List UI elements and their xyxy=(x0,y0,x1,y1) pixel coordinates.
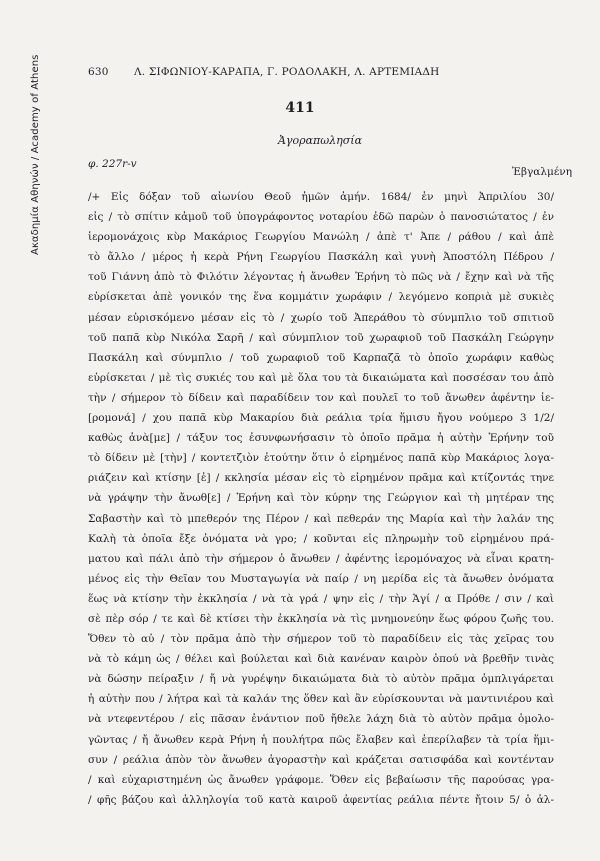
text-line: τὸ δίδειν μὲ [τὴν] / κοντετζιὸν ἐτούτην ὅτιν ὁ εἰρημένος παπᾶ κὺρ Μακάριος λογα- xyxy=(88,452,554,465)
text-line: [ρομονά] / χου παπᾶ κὺρ Μακαρίου διὰ ρεάλια τρία ἥμισυ ἤγου νούμερο 3 1/2/ xyxy=(88,412,554,425)
text-line: / φῆς βάζου καὶ ἀλληλογία τοῦ κατὰ καιροῦ ἀφεντίας ρεάλια πέντε ἤτοιν 5/ ὁ ἀλ- xyxy=(88,793,554,806)
text-line: ἡ αὐτὴν που / λήτρα καὶ τὰ καλάν της ὅθεν καὶ ἂν εὑρίσκουνται νὰ μαντινιέρου καὶ xyxy=(88,693,554,706)
document-body xyxy=(88,187,554,810)
text-line: ματου καὶ πάλι ἀπὸ τὴν σήμερον ὁ ἄνωθεν / ἀφέντης ἱερομόναχος νὰ εἶναι κρατη- xyxy=(88,552,554,565)
text-line: τὴν / σήμερον τὸ δίδειν καὶ παραδίδειν τον καὶ πουλεῖ το τοῦ ἄνωθεν ἀφέντην ἱε- xyxy=(88,391,554,404)
text-line: /+ Εἰς δόξαν τοῦ αἰωνίου Θεοῦ ἡμῶν ἀμήν. 1684/ ἐν μηνὶ Ἀπριλίου 30/ xyxy=(88,191,554,203)
text-line: γῶντας / ἤ ἄνωθεν κερὰ Ρήνη ἡ πουλήτρα πῶς ἔλαβεν καὶ ἐπερίλαβεν τὰ τρία ἥμι- xyxy=(88,733,554,746)
text-line: τὸ ἄλλο / μέρος ἡ κερὰ Ρήνη Γεωργίου Πασκάλη καὶ γυνὴ Ἀποστόλη Πέδρου / xyxy=(88,251,554,264)
text-line: Καλὴ τὰ ὁποῖα ἔξε ὀνόματα νὰ γρο; / κοῦνται εἰς πληρωμὴν τοῦ εἰρημένου πρά- xyxy=(88,532,554,545)
sidebar-watermark: Ακαδημία Αθηνών / Academy of Athens xyxy=(30,54,41,255)
document-title: Ἀγοραπωλησία xyxy=(277,134,363,147)
text-line: τοῦ παπᾶ κὺρ Νικόλα Σαρῆ / καὶ σύνμπλιον τοῦ χωραφιοῦ τοῦ Πασκάλη Γεώργην xyxy=(88,331,554,344)
page-number: 630 xyxy=(88,66,109,78)
text-line: τοῦ Γιάννη ἀπὸ τὸ Φιλότιν λέγοντας ἡ ἄνωθεν Ἐρήνη τὸ πῶς νὰ / ἔχην καὶ νὰ τῆς xyxy=(88,271,554,284)
text-line: Πασκάλη καὶ σύνμπλιο / τοῦ χωραφιοῦ τοῦ Καρπαζᾶ τὸ ὁποῖο χωράφιν καθὼς xyxy=(88,351,554,364)
text-line: ριάζειν καὶ κτίσην [ἐ] / κκλησία μέσαν εἰς τὸ εἰρημένον πρᾶμα καὶ κτίζοντάς τηνε xyxy=(88,472,554,485)
text-line: καθὼς ἀνὰ[με] / τάξυν τος ἐσυνφωνήσασιν τὸ ὁποῖο πρᾶμα ἡ αὐτὴν Ἐρήνην τοῦ xyxy=(88,432,554,445)
text-line: νὰ ντεφεντέρου / εἰς πᾶσαν ἐνάντιον ποῦ ἤθελε λάχη διὰ τὸ αὐτὸν πρᾶμα ὁμολο- xyxy=(88,713,554,726)
text-line: νὰ τὸ κάμη ὡς / θέλει καὶ βούλεται καὶ διὰ κανέναν καιρὸν ὁπού νὰ βρεθῆν τινὰς xyxy=(88,653,554,666)
text-line: εἰς / τὸ σπίτιν κἀμοῦ τοῦ ὑπογράφοντος νοταρίου ἐδῶ παρὼν ὁ πανοσιώτατος / ἐν xyxy=(88,211,554,224)
folio-reference: φ. 227r-v xyxy=(88,158,137,170)
text-line: ἱερομονάχοις κὺρ Μακάριος Γεωργίου Μανώλη / ἀπὲ τ' Ἀπε / ράθου / καὶ ἀπὲ xyxy=(88,231,554,244)
text-line: Σαβαστὴν καὶ τὸ μπεθερόν της Πέρον / καὶ πεθεράν της Μαρία καὶ τὴν λαλάν της xyxy=(88,512,554,525)
text-line: ἕως νὰ κτίσην τὴν ἐκκλησία / νὰ τὰ γρά / ψην εἰς / τὴν Ἁγί / α Πρόθε / σιν / καὶ xyxy=(88,592,554,605)
text-line: εὑρίσκεται / μὲ τὶς συκιές του καὶ μὲ ὅλα του τὰ δικαιώματα καὶ ποσσέσαν του ἀπὸ xyxy=(88,371,554,384)
text-line: νὰ δώσην πείραξιν / ἤ νὰ γυρέψην δικαιώματα διὰ τὸ αὐτὸν πρᾶμα ὀμπλιγάρεται xyxy=(88,673,554,686)
running-title: Λ. ΣΙΦΩΝΙΟΥ-ΚΑΡΑΠΑ, Γ. ΡΟΔΟΛΑΚΗ, Λ. ΑΡΤΕΜΙΑΔΗ xyxy=(134,66,440,78)
text-line: μέσαν εὑρισκόμενο μέσαν εἰς τὸ / χωρίο τοῦ Ἀπεράθου τὸ σύνμπλιο τοῦ σπιτιοῦ xyxy=(88,311,554,324)
text-line: μένος εἰς τὴν Θεῖαν του Μυσταγωγία νὰ παίρ / νη μερίδα εἰς τὰ ἄνωθεν ὀνόματα xyxy=(88,572,554,585)
page-header xyxy=(88,66,558,82)
text-line: Ὅθεν τὸ αὐ / τὸν πρᾶμα ἀπὸ τὴν σήμερον τοῦ τὸ παραδίδειν εἰς τὰς χεῖρας του xyxy=(88,633,554,646)
text-line: νὰ γράψην τὴν ἄνωθ[ε] / Ἐρήνη καὶ τὸν κύρην της Γεώργιον καὶ τὴ μητέραν της xyxy=(88,492,554,505)
document-number: 411 xyxy=(285,100,315,116)
document-subject: Ἐβγαλμένη xyxy=(512,166,572,178)
text-line: / καὶ εὐχαριστημένη ὡς ἄνωθεν γράφομε. Ὅθεν εἰς βεβαίωσιν τῆς παρούσας γρα- xyxy=(88,773,554,786)
text-line: σὲ πὲρ σόρ / τε καὶ δὲ κτίσει τὴν ἐκκλησία νὰ τὶς μνημονεύην ἕως φόρου ζωῆς του. xyxy=(88,612,554,625)
text-line: εὑρίσκεται ἀπὲ γονικόν της ἕνα κομμάτιν χωράφιν / λεγόμενο κοπριὰ μὲ συκιὲς xyxy=(88,291,554,304)
text-line: συν / ρεάλια ἀπὸν τὸν ἄνωθεν ἀγοραστὴν καὶ κράζεται σατισφάδα καὶ κοντένταν xyxy=(88,753,554,766)
